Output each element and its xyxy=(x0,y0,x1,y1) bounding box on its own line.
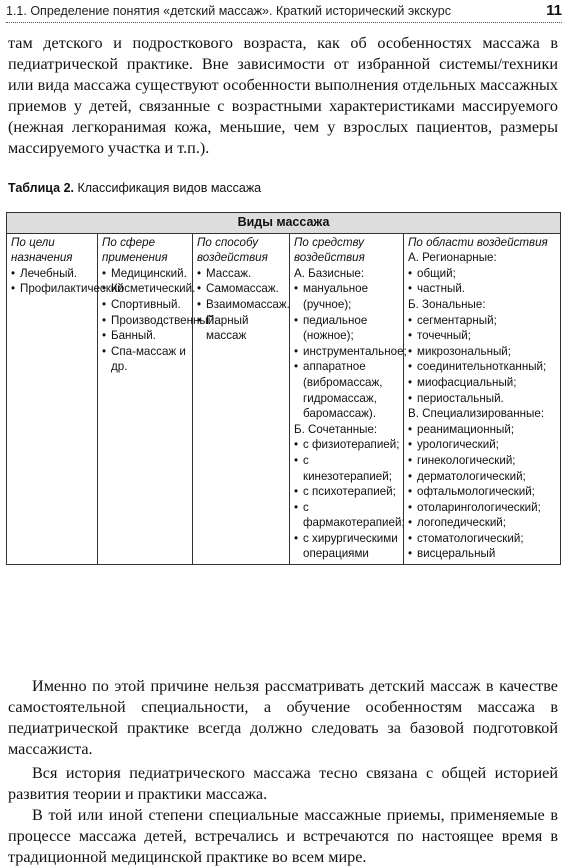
paragraph-1: там детского и подросткового возраста, как об особенностях массажа в педиатрической практике. Вне зависимости от избранной системы/техники или вида массажа существуют особенности выполнения отдельных массажных приемов у детей, связанные с возрастными характеристиками массируемого (нежная легкоранимая кожа, меньшие, чем у взрослых пациентов, размеры массируемого участка и т.п.). xyxy=(8,34,558,157)
column-application xyxy=(98,233,218,564)
list-item: • периостальный. xyxy=(408,391,557,407)
column-heading: По способу воздействия xyxy=(197,235,268,265)
list-item: • Спортивный. xyxy=(102,297,189,313)
list-item: • гинекологический; xyxy=(408,453,557,469)
list-item: • Спа-массаж и др. xyxy=(102,344,189,375)
list-item: • аппаратное (вибромассаж, гидромассаж, баромассаж). xyxy=(294,359,400,421)
group-title: Б. Зональные: xyxy=(408,297,486,311)
column-method xyxy=(193,233,290,564)
page-number: 11 xyxy=(546,2,562,19)
list-item: • урологический; xyxy=(408,437,557,453)
column-heading: По сфере применения xyxy=(102,235,168,265)
list-item: • Взаимомассаж. xyxy=(197,297,286,313)
list-item: • Массаж. xyxy=(197,266,286,282)
table-header: Виды массажа xyxy=(7,213,561,234)
list-item: • реанимационный; xyxy=(408,422,557,438)
list-item: • миофасциальный; xyxy=(408,375,557,391)
list-item: • отоларингологический; xyxy=(408,500,557,516)
list-item: • с фармакотерапией; xyxy=(294,500,400,531)
group-title: Б. Сочетанные: xyxy=(294,422,378,436)
list-item: • Банный. xyxy=(102,328,189,344)
caption-text: Классификация видов массажа xyxy=(77,181,262,195)
running-header xyxy=(6,2,562,22)
list-item: • Косметический. xyxy=(102,281,189,297)
group-title: А. Базисные: xyxy=(294,266,365,280)
paragraph-3: Вся история педиатрического массажа тесно связана с общей историей развития теории и практики массажа. xyxy=(8,764,558,803)
header-title: 1.1. Определение понятия «детский массаж». Краткий исторический экскурс xyxy=(6,4,451,18)
list-item: • с физиотерапией; xyxy=(294,437,400,453)
list-item: • с кинезотерапией; xyxy=(294,453,400,484)
table-caption xyxy=(8,181,261,195)
list-item: • Профилактический xyxy=(11,281,94,297)
massage-classification-table xyxy=(6,212,561,565)
list-item: • Парный массаж xyxy=(197,313,286,344)
list-item: • офтальмологический; xyxy=(408,484,557,500)
list-item: • дерматологический; xyxy=(408,469,557,485)
list-item: • сегментарный; xyxy=(408,313,557,329)
list-item: • микрозональный; xyxy=(408,344,557,360)
column-heading: По средству воздействия xyxy=(294,235,365,265)
column-heading: По цели назначения xyxy=(11,235,73,265)
column-area xyxy=(404,233,561,564)
paragraph-2: Именно по этой причине нельзя рассматривать детский массаж в качестве самостоятельной специальности, а обучение особенностям массажа в педиатрической практике всегда должно следовать за базовой подготовкой массажиста. xyxy=(8,677,558,758)
group-title: А. Регионарные: xyxy=(408,251,497,265)
list-item: • общий; xyxy=(408,266,557,282)
list-item: • частный. xyxy=(408,281,557,297)
list-item: • соединительнотканный; xyxy=(408,359,557,375)
list-item: • висцеральный xyxy=(408,546,557,562)
list-item: • Производственный. xyxy=(102,313,189,329)
column-purpose xyxy=(7,233,124,564)
column-heading: По области воздействия xyxy=(408,235,548,249)
list-item: • педиальное (ножное); xyxy=(294,313,400,344)
header-divider xyxy=(6,22,562,23)
list-item: • Медицинский. xyxy=(102,266,189,282)
group-title: В. Специализированные: xyxy=(408,407,545,421)
list-item: • точечный; xyxy=(408,328,557,344)
list-item: • мануальное (ручное); xyxy=(294,281,400,312)
list-item: • Самомассаж. xyxy=(197,281,286,297)
paragraph-4: В той или иной степени специальные массажные приемы, применяемые в процессе массажа детей, встречались и встречаются по настоящее время в традиционной медицинской практике во всем мире. xyxy=(8,806,558,866)
list-item: • с хирургическими операциями xyxy=(294,531,400,562)
list-item: • с психотерапией; xyxy=(294,484,400,500)
list-item: • стоматологический; xyxy=(408,531,557,547)
column-means xyxy=(290,233,407,564)
list-item: • инструментальное; xyxy=(294,344,400,360)
list-item: • Лечебный. xyxy=(11,266,94,282)
list-item: • логопедический; xyxy=(408,515,557,531)
caption-label: Таблица 2. xyxy=(8,181,74,195)
